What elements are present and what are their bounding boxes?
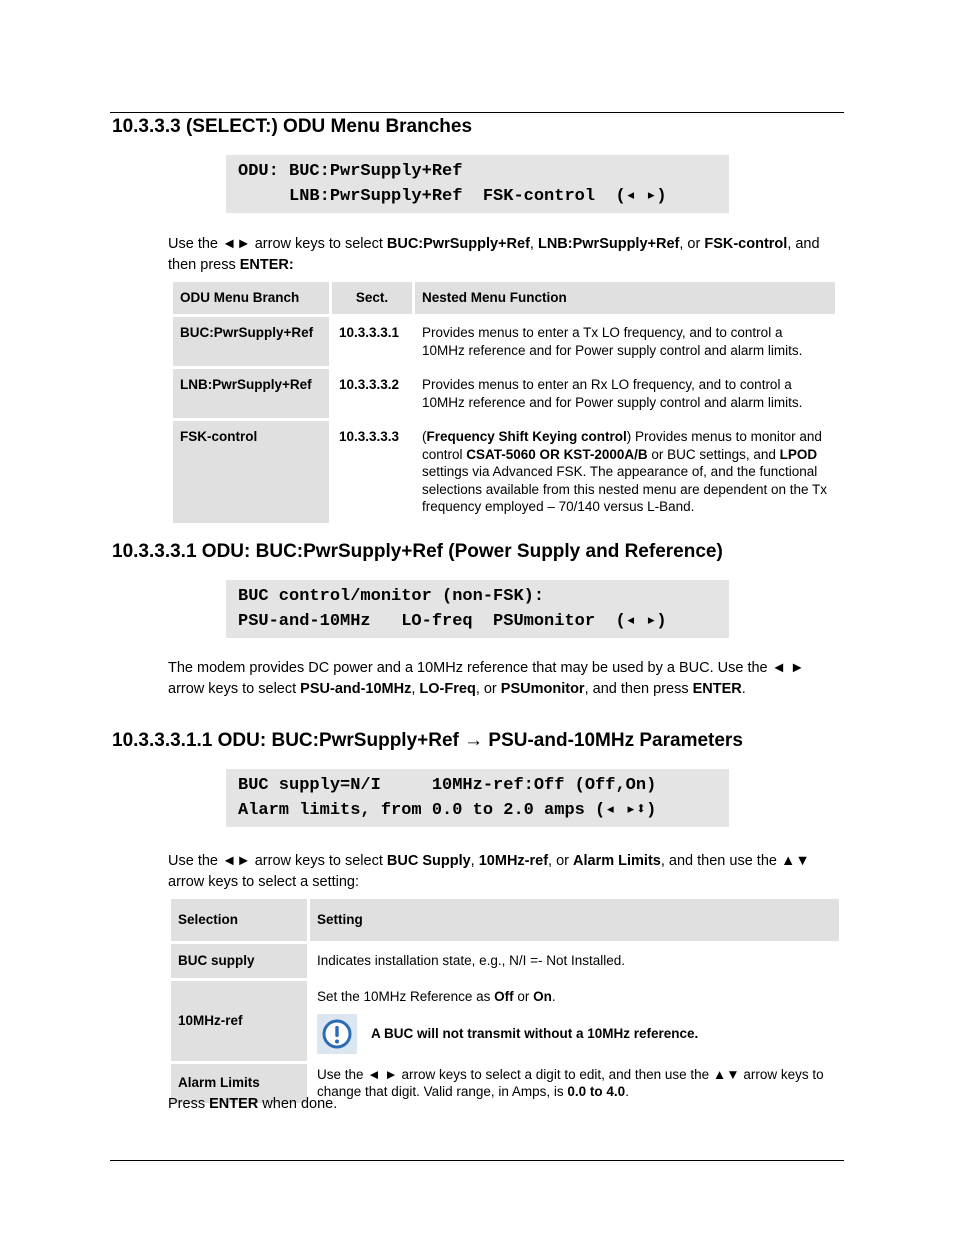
instruction-paragraph-1 xyxy=(168,234,843,276)
text: , or xyxy=(548,853,574,869)
function-cell: Provides menus to enter a Tx LO frequency, and to control a 10MHz reference and for Power supply control and alarm limits. xyxy=(422,325,803,358)
setting-cell: Indicates installation state, e.g., N/I =- Not Installed. xyxy=(317,953,626,969)
exclamation-circle-icon xyxy=(317,1014,357,1054)
ref-setting-text xyxy=(317,988,832,1006)
sect-cell: 10.3.3.3.2 xyxy=(339,377,400,392)
text: or BUC settings, and xyxy=(647,446,780,462)
bold-text: PSUmonitor xyxy=(500,681,585,697)
table-row xyxy=(171,981,839,1061)
bold-text: Frequency Shift Keying control xyxy=(426,429,627,444)
odu-menu-branch-table xyxy=(170,279,838,526)
press-enter-paragraph xyxy=(168,1094,843,1115)
table-row xyxy=(173,369,835,418)
text: ( xyxy=(422,429,427,444)
bold-text: On xyxy=(533,989,552,1004)
text: Use the ◄► arrow keys to select xyxy=(168,236,387,252)
bold-text: 10MHz-ref xyxy=(478,853,549,869)
selection-cell: 10MHz-ref xyxy=(171,981,307,1061)
text: , and then press xyxy=(168,236,820,273)
text: Use the ◄► arrow keys to select xyxy=(168,853,387,869)
bold-text: BUC Supply xyxy=(386,853,471,869)
lcd-line-1: BUC supply=N/I 10MHz-ref:Off (Off,On) xyxy=(238,776,657,795)
lcd-line-2: LNB:PwrSupply+Ref FSK-control (◂ ▸) xyxy=(238,187,667,206)
header-cell: Sect. xyxy=(332,282,412,314)
setting-cell xyxy=(310,981,839,1061)
text: , or xyxy=(475,681,501,697)
lcd-line-2: Alarm limits, from 0.0 to 2.0 amps (◂ ▸⬍) xyxy=(238,801,657,820)
lcd-display-buc-control xyxy=(226,580,729,638)
text: Press xyxy=(168,1096,210,1112)
bold-text: LNB:PwrSupply+Ref xyxy=(537,236,680,252)
lcd-line-1: BUC control/monitor (non-FSK): xyxy=(238,587,545,606)
function-cell xyxy=(415,421,835,523)
table-header-row xyxy=(171,899,839,941)
notice-box xyxy=(317,1014,832,1054)
bold-text: BUC:PwrSupply+Ref xyxy=(386,236,530,252)
text: or xyxy=(513,989,534,1004)
bold-text: LO-Freq xyxy=(419,681,476,697)
instruction-paragraph-3 xyxy=(168,851,843,893)
table-row xyxy=(171,944,839,978)
text: Use the ◄ ► arrow keys to select a digit to edit, and then use the ▲▼ arrow keys to change that digit. Valid range, in Amps, is xyxy=(317,1066,824,1099)
bold-text: Off xyxy=(494,989,514,1004)
branch-cell: LNB:PwrSupply+Ref xyxy=(173,369,329,418)
header-cell: ODU Menu Branch xyxy=(173,282,329,314)
text: when done. xyxy=(258,1096,338,1112)
header-cell: Selection xyxy=(171,899,307,941)
sect-cell: 10.3.3.3.1 xyxy=(339,325,400,340)
table-row xyxy=(173,317,835,366)
bold-text: CSAT-5060 OR KST-2000A/B xyxy=(466,446,648,462)
text: , xyxy=(529,236,538,252)
instruction-paragraph-2 xyxy=(168,658,833,700)
bottom-rule xyxy=(110,1160,844,1161)
bold-text: PSU-and-10MHz xyxy=(300,681,412,697)
lcd-line-1: ODU: BUC:PwrSupply+Ref xyxy=(238,162,463,181)
notice-text: A BUC will not transmit without a 10MHz reference. xyxy=(371,1025,699,1041)
text: , and then press xyxy=(584,681,693,697)
lcd-display-buc-supply xyxy=(226,769,729,827)
function-cell: Provides menus to enter an Rx LO frequency, and to control a 10MHz reference and for Power supply control and alarm limits. xyxy=(422,377,803,410)
bold-text: Alarm Limits xyxy=(573,853,661,869)
text: , xyxy=(411,681,420,697)
text: . xyxy=(741,681,746,697)
top-rule xyxy=(110,112,844,113)
header-cell: Nested Menu Function xyxy=(415,282,835,314)
section-heading-psu-10mhz: 10.3.3.3.1.1 ODU: BUC:PwrSupply+Ref → PSU-and-10MHz Parameters xyxy=(112,730,743,751)
bold-text: 0.0 to 4.0 xyxy=(567,1084,626,1099)
lcd-display-odu xyxy=(226,155,729,213)
section-heading-buc-power-supply: 10.3.3.3.1 ODU: BUC:PwrSupply+Ref (Power Supply and Reference) xyxy=(112,541,723,562)
sect-cell: 10.3.3.3.3 xyxy=(339,429,400,444)
text: . xyxy=(625,1084,629,1099)
header-cell: Setting xyxy=(310,899,839,941)
branch-cell: BUC:PwrSupply+Ref xyxy=(173,317,329,366)
section-heading-odu-menu-branches: 10.3.3.3 (SELECT:) ODU Menu Branches xyxy=(112,116,473,137)
text: , or xyxy=(679,236,705,252)
bold-text: FSK-control xyxy=(704,236,788,252)
table-header-row xyxy=(173,282,835,314)
text: ) Provides menus to monitor and control xyxy=(422,429,822,462)
text: Set the 10MHz Reference as xyxy=(317,989,495,1004)
bold-text: ENTER xyxy=(692,681,742,697)
selection-setting-table xyxy=(168,896,842,1106)
bold-text: ENTER xyxy=(209,1096,259,1112)
branch-cell: FSK-control xyxy=(173,421,329,523)
text: settings via Advanced FSK. The appearance of, and the functional selections available from this nested menu are dependent on the Tx frequency employed – 70/140 versus L-Band. xyxy=(422,464,827,514)
selection-cell: BUC supply xyxy=(171,944,307,978)
text: . xyxy=(551,989,556,1004)
text: , xyxy=(470,853,479,869)
bold-text: LPOD xyxy=(779,446,818,462)
selection-cell: Alarm Limits xyxy=(171,1064,307,1103)
text: , and then use the ▲▼ arrow keys to select a setting: xyxy=(168,853,810,890)
bold-text: ENTER: xyxy=(239,257,294,273)
lcd-line-2: PSU-and-10MHz LO-freq PSUmonitor (◂ ▸) xyxy=(238,612,667,631)
text: The modem provides DC power and a 10MHz reference that may be used by a BUC. Use the ◄ ► arrow keys to select xyxy=(168,660,805,697)
table-row xyxy=(173,421,835,523)
